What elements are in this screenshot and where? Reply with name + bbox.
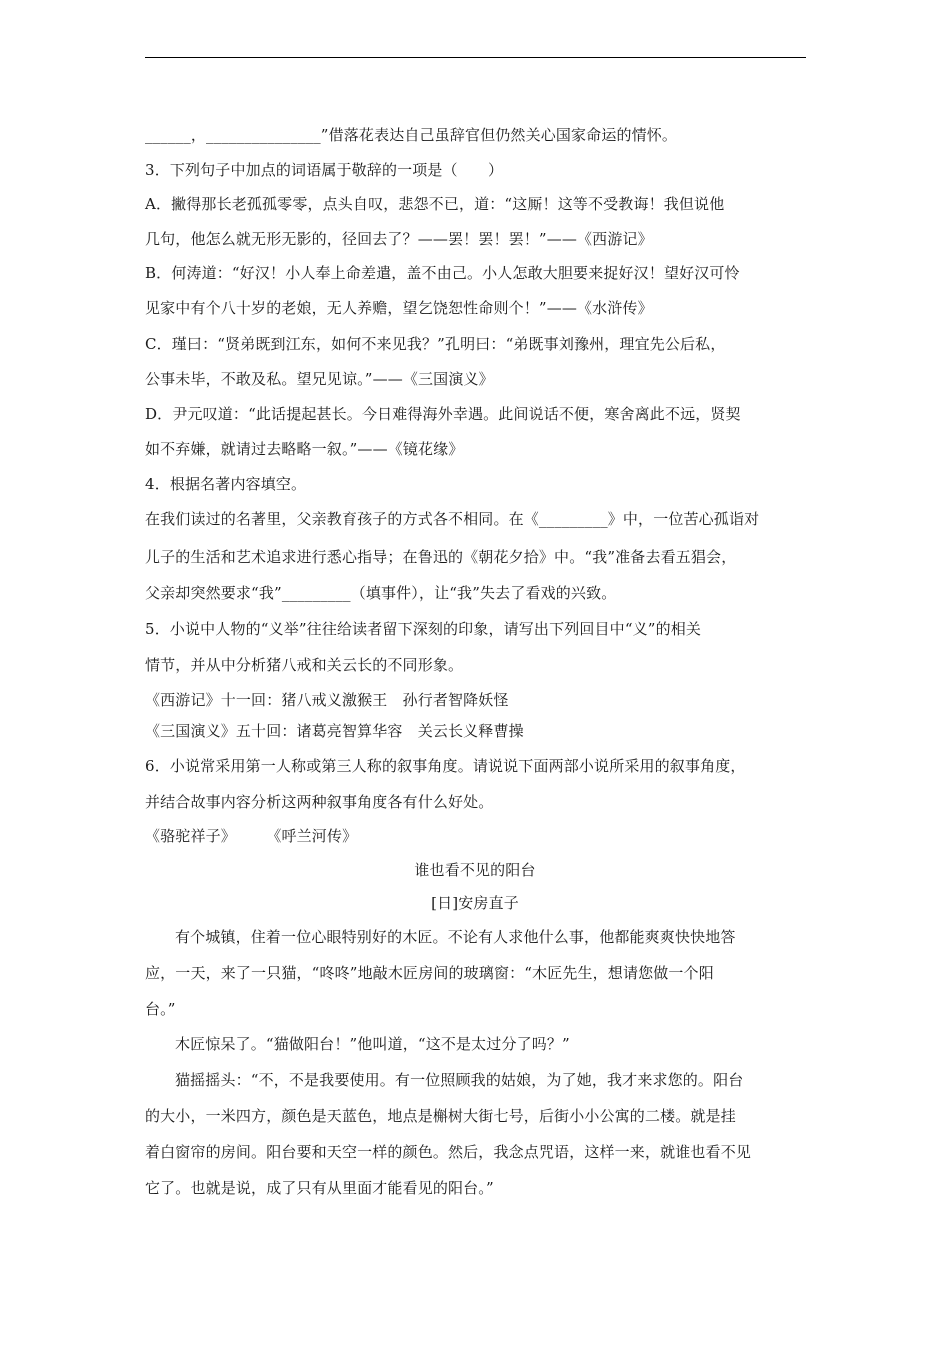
question-5-chapter-1: 《西游记》十一回：猪八戒义激猴王 孙行者智降妖怪 [145,691,509,709]
option-a-line-1: A．撇得那长老孤孤零零，点头自叹，悲怨不已，道：“这厮！这等不受教诲！我但说他 [145,195,725,213]
question-4-line-3: 父亲却突然要求“我”_________（填事件），让“我”失去了看戏的兴致。 [145,584,617,602]
story-paragraph-3-line-3: 着白窗帘的房间。阳台要和天空一样的颜色。然后，我念点咒语，这样一来，就谁也看不见 [145,1143,752,1161]
text-line: ______，_______________”借落花表达自己虽辞官但仍然关心国家命运的情怀。 [145,126,678,144]
option-c-line-2: 公事未毕，不敢及私。望兄见谅。”——《三国演义》 [145,370,494,388]
option-d-line-2: 如不弃嫌，就请过去略略一叙。”——《镜花缘》 [145,440,464,458]
question-4-line-2: 儿子的生活和艺术追求进行悉心指导；在鲁迅的《朝花夕拾》中。“我”准备去看五猖会， [145,548,737,566]
question-4-line-1: 在我们读过的名著里，父亲教育孩子的方式各不相同。在《_________》中，一位苦心孤诣对 [145,510,760,528]
story-paragraph-3-line-2: 的大小，一米四方，颜色是天蓝色，地点是槲树大街七号，后街小小公寓的二楼。就是挂 [145,1107,736,1125]
story-paragraph-1-line-3: 台。” [145,1000,176,1018]
option-b-line-1: B．何涛道：“好汉！小人奉上命差遣，盖不由己。小人怎敢大胆要来捉好汉！望好汉可怜 [145,264,740,282]
question-5-chapter-2: 《三国演义》五十回：诸葛亮智算华容 关云长义释曹操 [145,722,524,740]
question-6-line-1: 6．小说常采用第一人称或第三人称的叙事角度。请说说下面两部小说所采用的叙事角度， [145,757,746,775]
story-paragraph-3-line-1: 猫摇摇头：“不，不是我要使用。有一位照顾我的姑娘，为了她，我才来求您的。阳台 [175,1071,744,1089]
question-4-stem: 4．根据名著内容填空。 [145,475,307,493]
question-5-line-1: 5．小说中人物的“义举”往往给读者留下深刻的印象，请写出下列回目中“义”的相关 [145,620,702,638]
story-paragraph-1-line-1: 有个城镇，住着一位心眼特别好的木匠。不论有人求他什么事，他都能爽爽快快地答 [175,928,736,946]
story-paragraph-3-line-4: 它了。也就是说，成了只有从里面才能看见的阳台。” [145,1179,494,1197]
question-6-line-2: 并结合故事内容分析这两种叙事角度各有什么好处。 [145,793,494,811]
story-author: [日]安房直子 [431,894,519,912]
option-a-line-2: 几句，他怎么就无形无影的，径回去了？——罢！罢！罢！”——《西游记》 [145,230,653,248]
story-title: 谁也看不见的阳台 [414,861,536,879]
question-3-stem: 3．下列句子中加点的词语属于敬辞的一项是（ ） [145,161,504,179]
option-b-line-2: 见家中有个八十岁的老娘，无人养赡，望乞饶恕性命则个！”——《水浒传》 [145,299,653,317]
option-c-line-1: C．瑾曰：“贤弟既到江东，如何不来见我？”孔明曰：“弟既事刘豫州，理宜先公后私， [145,335,726,353]
header-rule [145,57,806,58]
question-5-line-2: 情节，并从中分析猪八戒和关云长的不同形象。 [145,656,464,674]
option-d-line-1: D．尹元叹道：“此话提起甚长。今日难得海外幸遇。此间说话不便，寒舍离此不远，贤契 [145,405,741,423]
story-paragraph-2: 木匠惊呆了。“猫做阳台！”他叫道，“这不是太过分了吗？” [175,1035,570,1053]
question-6-books: 《骆驼祥子》 《呼兰河传》 [145,827,358,845]
story-paragraph-1-line-2: 应，一天，来了一只猫，“咚咚”地敲木匠房间的玻璃窗：“木匠先生，想请您做一个阳 [145,964,714,982]
